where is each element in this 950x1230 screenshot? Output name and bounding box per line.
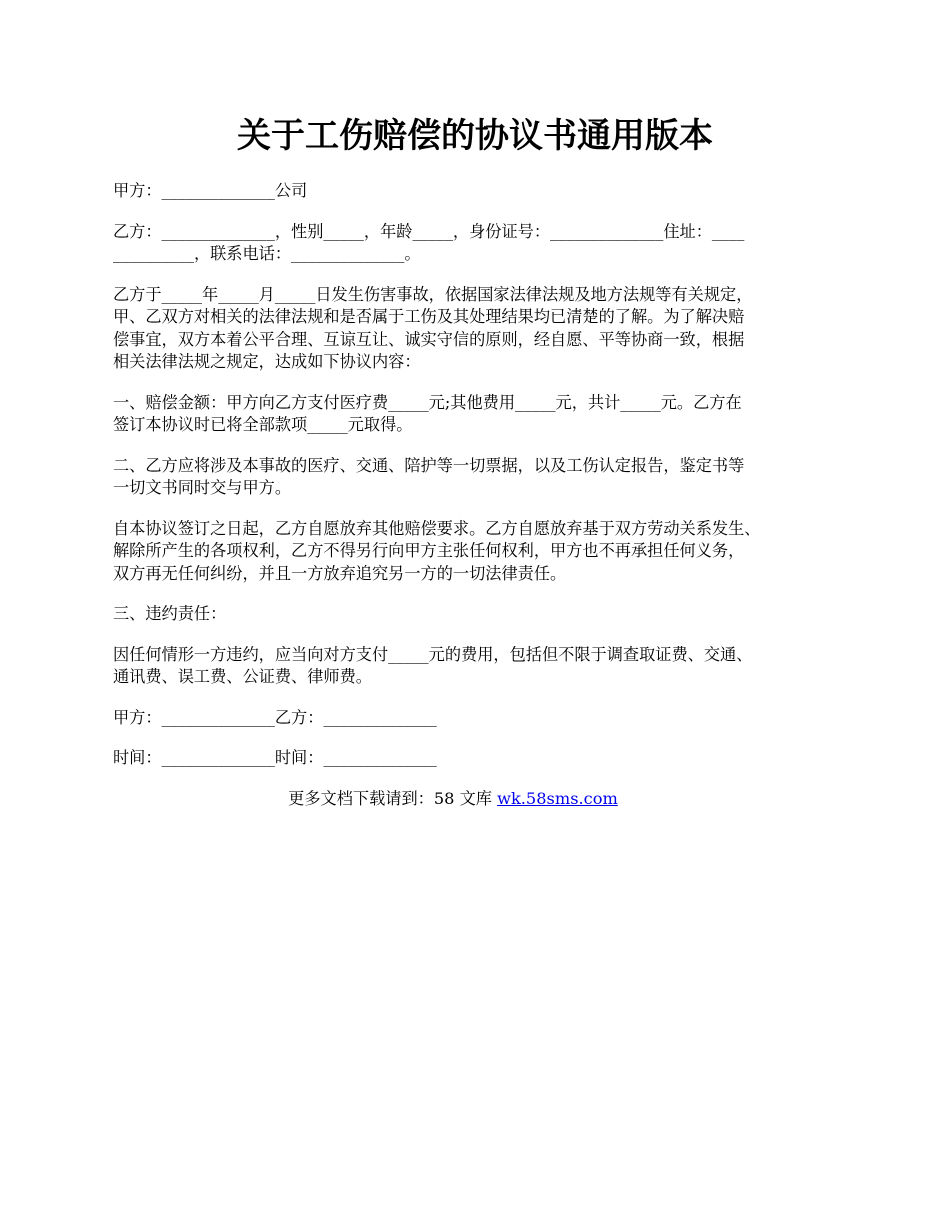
footer-note — [113, 788, 853, 811]
signature-line: 甲方：______________乙方：______________ — [113, 707, 437, 727]
breach-heading: 三、违约责任： — [113, 604, 227, 623]
footer-link[interactable]: wk.58sms.com — [497, 788, 618, 808]
party-a-line: 甲方：______________公司 — [113, 181, 308, 200]
party-b-line: 乙方：______________，性别_____，年龄_____，身份证号：______________住址：____ __________，联系电话：______________。 — [113, 221, 745, 263]
date-line: 时间：______________时间：______________ — [113, 748, 437, 767]
waiver-paragraph: 自本协议签订之日起，乙方自愿放弃其他赔偿要求。乙方自愿放弃基于双方劳动关系发生、 解除所产生的各项权利，乙方不得另行向甲方主张任何权利，甲方也不再承担任何义务， 双方再无任何纠纷，并且一方放弃追究另一方的一切法律责任。 — [113, 518, 761, 583]
document-title: 关于工伤赔偿的协议书通用版本 — [237, 116, 713, 156]
footer-text: 更多文档下载请到：58 文库 — [288, 788, 498, 808]
documents-clause: 二、乙方应将涉及本事故的医疗、交通、陪护等一切票据，以及工伤认定报告，鉴定书等 一切文书同时交与甲方。 — [113, 455, 745, 497]
breach-clause: 因任何情形一方违约，应当向对方支付_____元的费用，包括但不限于调查取证费、交通、 通讯费、误工费、公证费、律师费。 — [113, 644, 753, 686]
compensation-clause: 一、赔偿金额：甲方向乙方支付医疗费_____元;其他费用_____元，共计_____元。乙方在 签订本协议时已将全部款项_____元取得。 — [113, 392, 742, 434]
document-body — [113, 180, 853, 810]
incident-paragraph: 乙方于_____年_____月_____日发生伤害事故，依据国家法律法规及地方法规等有关规定， 甲、乙双方对相关的法律法规和是否属于工伤及其处理结果均已清楚的了解。为了解决赔 偿事宜，双方本着公平合理、互谅互让、诚实守信的原则，经自愿、平等协商一致，根据 相关法律法规之规定，达成如下协议内容： — [113, 284, 753, 371]
